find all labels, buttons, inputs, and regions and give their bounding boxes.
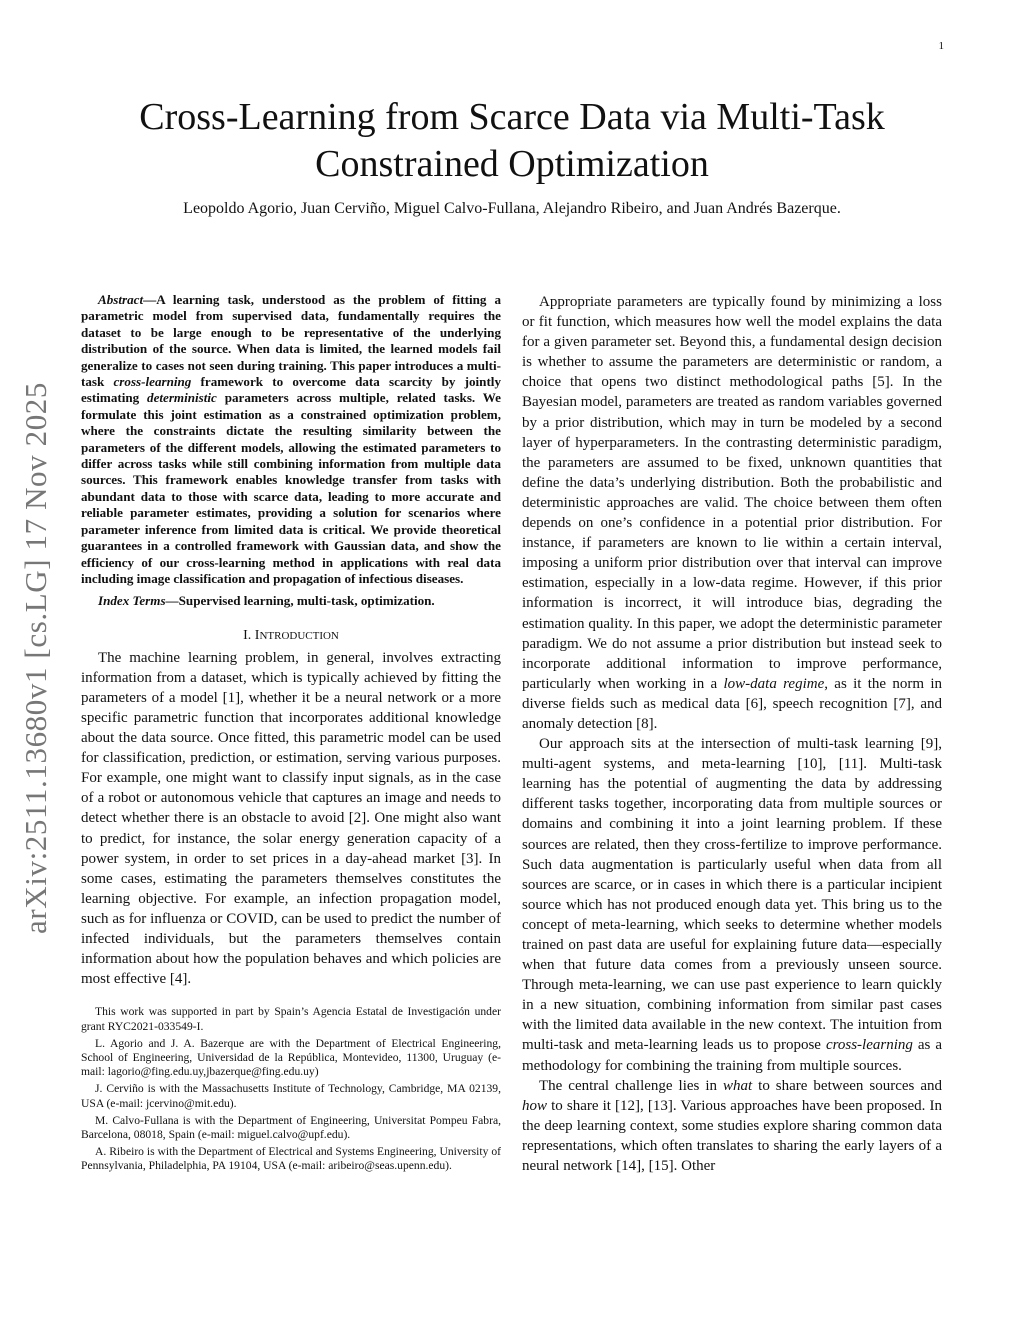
footnotes <box>81 1005 501 1173</box>
abstract-emphasis-1: cross-learning <box>113 374 192 390</box>
title-line-2: Constrained Optimization <box>315 143 709 185</box>
right-p2-text-b: as a methodology for combining the training from multiple sources. <box>522 1037 942 1074</box>
right-p3-text-a: The central challenge lies in <box>539 1077 723 1094</box>
abstract-text-1: —A learning task, understood as the problem of fitting a parametric model from supervised data, fundamentally requires the dataset to be large enough to be representative of the underlying distribution of the source. When data is limited, the learned models fail generalize to cases not seen during training. This paper introduces a multi-task <box>81 292 501 390</box>
intro-paragraph-1: The machine learning problem, in general, involves extracting information from a dataset, which is typically achieved by fitting the parameters of a model [1], whether it be a neural network or a more specific parametric function that incorporates additional knowledge about the data source. Once fitted, this parametric model can be used for classification, prediction, or estimation, serving various purposes. For example, one might want to classify input signals, as in the case of a robot or autonomous vehicle that captures an image and needs to detect whether there is an obstacle to avoid [2]. One might also want to predict, for instance, the solar energy generation capacity of a power system, in order to set prices in a day-ahead market [3]. In some cases, estimating the parameters themselves constitutes the learning objective. For example, an infection propagation model, such as for influenza or COVID, can be used to predict the number of infected individuals, but the parameters themselves contain information about how the population behaves and which policies are most effective [4]. <box>81 649 501 988</box>
abstract <box>81 292 501 587</box>
right-p1-text-a: Appropriate parameters are typically found by minimizing a loss or fit function, which measures how well the model explains the data for a given parameter set. Beyond this, a fundamental design decision is whether to assume the parameters are deterministic or random, a choice that opens two distinct methodological paths [5]. In the Bayesian model, parameters are treated as random variables governed by a prior distribution, which may in turn be modeled by a second layer of hyperparameters. In the contrasting deterministic paradigm, the parameters are assumed to be fixed, unknown quantities that define the data’s underlying distribution. Both the probabilistic and deterministic approaches are valid. The choice between them often depends on one’s confidence in a potential prior distribution. For instance, if parameters are known to lie within a certain interval, imposing a uniform prior distribution over that interval can improve estimation, especially in a low-data regime. However, if this prior information is incorrect, it will introduce bias, degrading the estimation quality. In this paper, we adopt the deterministic parameter paradigm. We do not assume a prior distribution but instead seek to incorporate additional information to improve performance, particularly when working in a <box>522 294 942 692</box>
footnote-affiliation-calvo-fullana: M. Calvo-Fullana is with the Department of Engineering, Universitat Pompeu Fabra, Barcelona, 08018, Spain (e-mail: miguel.calvo@upf.edu). <box>81 1113 501 1141</box>
right-p3-text-b: to share between sources and <box>752 1077 942 1094</box>
right-paragraph-1 <box>522 292 942 734</box>
right-p3-text-c: to share it [12], [13]. Various approaches have been proposed. In the deep learning context, some studies explore sharing common data representations, which often translates to sharing the early layers of a neural network [14], [15]. Other <box>522 1097 942 1175</box>
footnote-affiliation-agorio-bazerque: L. Agorio and J. A. Bazerque are with the Department of Electrical Engineering, School of Engineering, Universidad de la República, Montevideo, 11300, Uruguay (e-mail: lagorio@fing.edu.uy,jbazerque@fing.edu.uy) <box>81 1036 501 1079</box>
right-column <box>522 292 942 1176</box>
author-list: Leopoldo Agorio, Juan Cerviño, Miguel Calvo-Fullana, Alejandro Ribeiro, and Juan Andrés Bazerque. <box>183 200 841 217</box>
arxiv-identifier-stamp[interactable]: arXiv:2511.13680v1 [cs.LG] 17 Nov 2025 <box>18 381 53 935</box>
abstract-label: Abstract <box>98 292 144 307</box>
section-numeral: I. I <box>243 627 260 643</box>
page-number: 1 <box>938 40 944 52</box>
paper-title <box>80 94 944 188</box>
right-p2-emphasis: cross-learning <box>825 1037 913 1054</box>
section-title-rest: NTRODUCTION <box>259 629 339 642</box>
right-p2-text-a: Our approach sits at the intersection of multi-task learning [9], multi-agent systems, and meta-learning [10], [11]. Multi-task learning has the potential of augmenting the data by addressing different tasks together, incorporating data from multiple sources or domains and combining it into a joint learning problem. If these sources are related, then they cross-fertilize to improve performance. Such data augmentation is particularly useful when data from all sources are scarce, or in cases in which there is a particular incipient source which has not produced enough data yet. This bring us to the concept of meta-learning, which seeks to determine whether models trained on past data are useful for explaining future data—especially when that future data comes from a previously unseen source. Through meta-learning, we can use past experience to learn quickly in a new situation, combining information from similar past cases with the limited data available in the new context. The intuition from multi-task and meta-learning leads us to propose <box>522 736 942 1054</box>
section-heading-introduction <box>81 628 501 644</box>
abstract-emphasis-2: deterministic <box>147 390 217 406</box>
footnote-affiliation-cervino: J. Cerviño is with the Massachusetts Institute of Technology, Cambridge, MA 02139, USA (e-mail: jcervino@mit.edu). <box>81 1082 501 1110</box>
footnote-funding: This work was supported in part by Spain’s Agencia Estatal de Investigación under grant RYC2021-033549-I. <box>81 1005 501 1033</box>
right-p1-emphasis: low-data regime <box>723 675 825 692</box>
title-line-1: Cross-Learning from Scarce Data via Multi-Task <box>139 96 885 138</box>
right-paragraph-3 <box>522 1076 942 1176</box>
index-terms-text: —Supervised learning, multi-task, optimization. <box>165 593 435 609</box>
right-p3-emphasis-1: what <box>722 1077 753 1094</box>
index-terms <box>81 593 501 609</box>
left-column <box>81 292 501 1177</box>
index-terms-label: Index Terms <box>98 593 166 609</box>
abstract-text-3: parameters across multiple, related tasks. We formulate this joint estimation as a constrained optimization problem, where the constraints dictate the resulting similarity between the parameters of the different models, allowing the estimated parameters to differ across tasks while still combining information from multiple data sources. This framework enables knowledge transfer from tasks with abundant data to those with scarce data, leading to more accurate and reliable parameter estimates, providing a solution for scenarios where parameter inference from limited data is critical. We provide theoretical guarantees in a controlled framework with Gaussian data, and show the efficiency of our cross-learning method in applications with real data including image classification and propagation of infectious diseases. <box>81 390 501 586</box>
right-paragraph-2 <box>522 734 942 1076</box>
right-p1-text-b: , as it the norm in diverse fields such as medical data [6], speech recognition [7], and anomaly detection [8]. <box>522 675 942 732</box>
abstract-text-2: framework to overcome data scarcity by jointly estimating <box>81 374 501 406</box>
footnote-affiliation-ribeiro: A. Ribeiro is with the Department of Electrical and Systems Engineering, University of Pennsylvania, Philadelphia, PA 19104, USA (e-mail: aribeiro@seas.upenn.edu). <box>81 1145 501 1173</box>
right-p3-emphasis-2: how <box>522 1097 548 1114</box>
